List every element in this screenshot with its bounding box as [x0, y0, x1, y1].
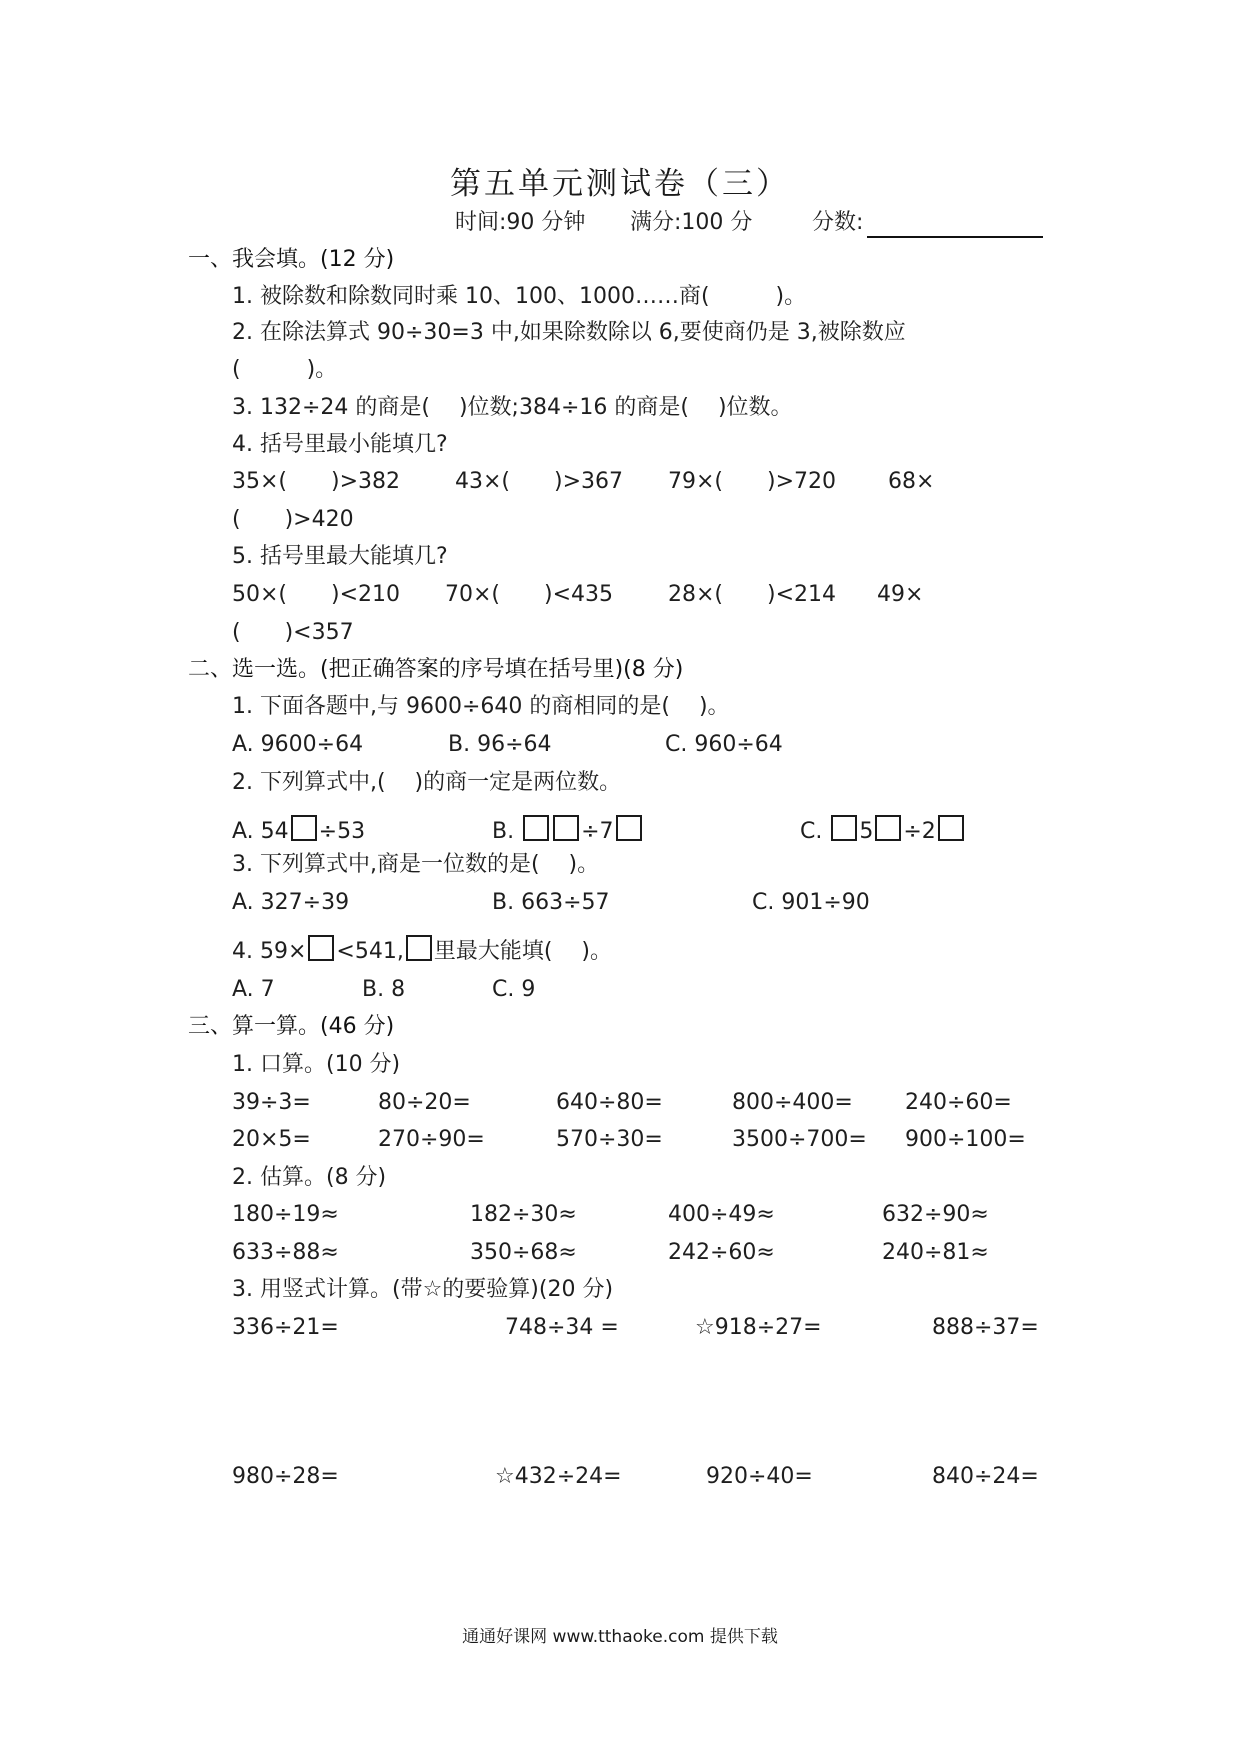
s2-q3-option: B. 663÷57 — [492, 890, 610, 915]
estimate-item: 180÷19≈ — [232, 1202, 339, 1227]
blank-box — [523, 815, 549, 841]
section-2-heading: 二、选一选。(把正确答案的序号填在括号里)(8 分) — [188, 657, 684, 682]
blank-box — [308, 935, 334, 961]
s2-q1-option: B. 96÷64 — [448, 732, 552, 757]
estimate-item: 350÷68≈ — [470, 1240, 577, 1265]
s3-part-2: 2. 估算。(8 分) — [232, 1165, 387, 1190]
oral-item: 20×5= — [232, 1127, 311, 1152]
s2-q1-option: A. 9600÷64 — [232, 732, 364, 757]
s1-q1: 1. 被除数和除数同时乘 10、100、1000……商( )。 — [232, 284, 807, 309]
s2-q1-option: C. 960÷64 — [665, 732, 783, 757]
time-info: 时间:90 分钟 — [455, 210, 586, 235]
oral-item: 3500÷700= — [732, 1127, 867, 1152]
s2-q4-option: C. 9 — [492, 977, 536, 1002]
oral-item: 80÷20= — [378, 1090, 471, 1115]
blank-box — [406, 935, 432, 961]
s1-q4-item: 68× — [888, 469, 935, 494]
s2-q3-option: C. 901÷90 — [752, 890, 870, 915]
blank-box — [291, 815, 317, 841]
s2-q4-option: A. 7 — [232, 977, 275, 1002]
s1-q4-item: 79×( )>720 — [668, 469, 837, 494]
option-b-prefix: B. — [492, 819, 522, 844]
option-a-suffix: ÷53 — [318, 819, 366, 844]
section-1-heading: 一、我会填。(12 分) — [188, 247, 395, 272]
blank-box — [831, 815, 857, 841]
s1-q4-item: 43×( )>367 — [455, 469, 624, 494]
vertical-calc-item: ☆432÷24= — [495, 1464, 622, 1489]
s2-q1: 1. 下面各题中,与 9600÷640 的商相同的是( )。 — [232, 694, 730, 719]
blank-box — [938, 815, 964, 841]
s3-part-3: 3. 用竖式计算。(带☆的要验算)(20 分) — [232, 1277, 614, 1302]
oral-item: 39÷3= — [232, 1090, 311, 1115]
vertical-calc-item: 336÷21= — [232, 1315, 339, 1340]
vertical-calc-item: 888÷37= — [932, 1315, 1039, 1340]
option-c-digit: 5 — [859, 819, 874, 844]
oral-item: 900÷100= — [905, 1127, 1026, 1152]
option-c-divisor: ÷2 — [903, 819, 936, 844]
estimate-item: 240÷81≈ — [882, 1240, 989, 1265]
s1-q2-cont: ( )。 — [232, 357, 338, 382]
score-blank[interactable] — [867, 214, 1043, 238]
blank-box — [553, 815, 579, 841]
s2-q4-option: B. 8 — [362, 977, 406, 1002]
estimate-item: 242÷60≈ — [668, 1240, 775, 1265]
estimate-item: 633÷88≈ — [232, 1240, 339, 1265]
s1-q5-item: 70×( )<435 — [445, 582, 614, 607]
s1-q5: 5. 括号里最大能填几? — [232, 544, 448, 569]
vertical-calc-item: 748÷34 = — [505, 1315, 619, 1340]
oral-item: 570÷30= — [556, 1127, 663, 1152]
score-label: 分数: — [812, 210, 864, 235]
s1-q3: 3. 132÷24 的商是( )位数;384÷16 的商是( )位数。 — [232, 395, 793, 420]
page-title: 第五单元测试卷（三） — [450, 166, 790, 202]
s1-q4-cont: ( )>420 — [232, 507, 354, 532]
oral-item: 800÷400= — [732, 1090, 853, 1115]
s1-q4-item: 35×( )>382 — [232, 469, 401, 494]
vertical-calc-item: 980÷28= — [232, 1464, 339, 1489]
s1-q5-item: 49× — [877, 582, 924, 607]
s1-q5-cont: ( )<357 — [232, 620, 354, 645]
vertical-calc-item: ☆918÷27= — [695, 1315, 822, 1340]
s1-q5-item: 50×( )<210 — [232, 582, 401, 607]
oral-item: 640÷80= — [556, 1090, 663, 1115]
oral-item: 240÷60= — [905, 1090, 1012, 1115]
s2-q2-option-b — [492, 815, 644, 847]
blank-box — [875, 815, 901, 841]
q4-prefix: 4. 59× — [232, 939, 307, 964]
estimate-item: 182÷30≈ — [470, 1202, 577, 1227]
vertical-calc-item: 920÷40= — [706, 1464, 813, 1489]
s2-q4 — [232, 935, 612, 967]
oral-item: 270÷90= — [378, 1127, 485, 1152]
s3-part-1: 1. 口算。(10 分) — [232, 1052, 401, 1077]
s2-q2-option-a — [232, 815, 365, 847]
s2-q3-option: A. 327÷39 — [232, 890, 350, 915]
section-3-heading: 三、算一算。(46 分) — [188, 1014, 395, 1039]
blank-box — [616, 815, 642, 841]
score-field — [812, 208, 1043, 238]
s2-q2: 2. 下列算式中,( )的商一定是两位数。 — [232, 770, 622, 795]
s2-q2-option-c — [800, 815, 966, 847]
footer-text: 通通好课网 www.tthaoke.com 提供下载 — [462, 1627, 778, 1647]
full-score-info: 满分:100 分 — [630, 210, 753, 235]
estimate-item: 632÷90≈ — [882, 1202, 989, 1227]
q4-suffix: 里最大能填( )。 — [433, 939, 613, 964]
vertical-calc-item: 840÷24= — [932, 1464, 1039, 1489]
s2-q3: 3. 下列算式中,商是一位数的是( )。 — [232, 852, 600, 877]
s1-q4: 4. 括号里最小能填几? — [232, 432, 448, 457]
option-c-prefix: C. — [800, 819, 830, 844]
option-a-prefix: A. 54 — [232, 819, 289, 844]
estimate-item: 400÷49≈ — [668, 1202, 775, 1227]
s1-q2: 2. 在除法算式 90÷30=3 中,如果除数除以 6,要使商仍是 3,被除数应 — [232, 320, 906, 345]
option-b-divisor: ÷7 — [581, 819, 614, 844]
q4-mid: <541, — [336, 939, 404, 964]
s1-q5-item: 28×( )<214 — [668, 582, 837, 607]
